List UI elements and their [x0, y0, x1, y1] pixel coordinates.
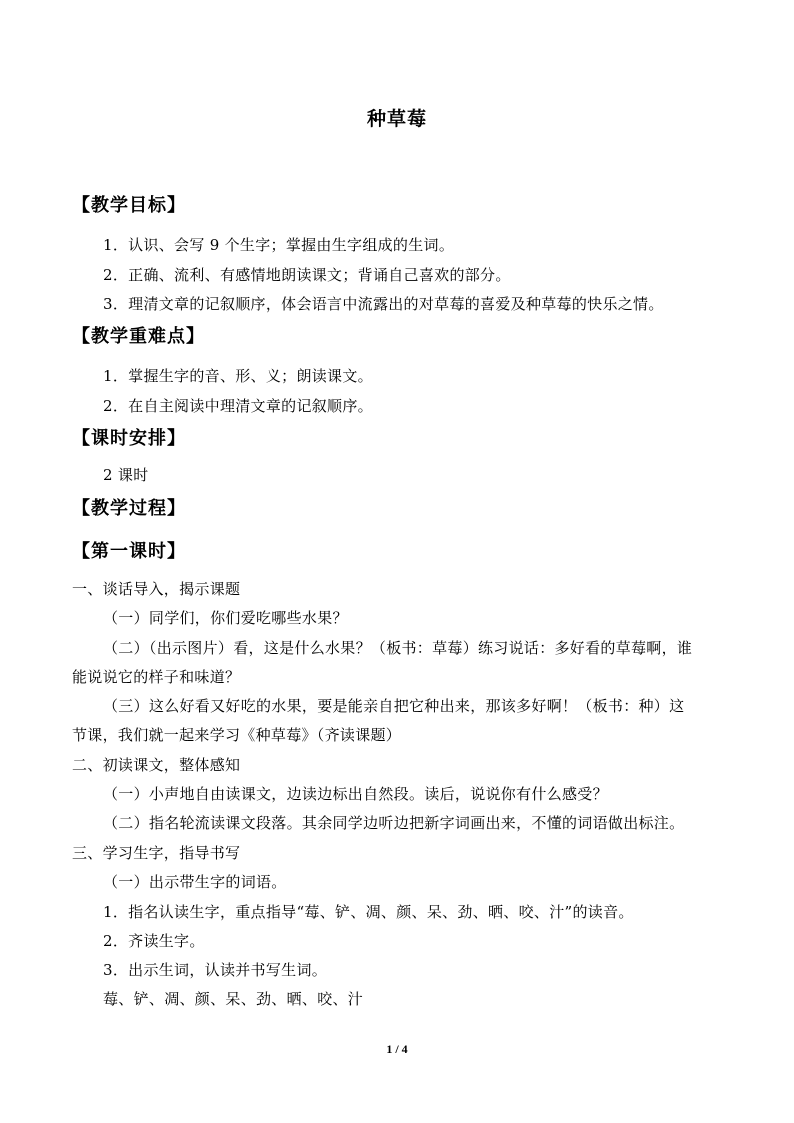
paragraph-line: （一）出示带生字的词语。 — [103, 873, 287, 891]
section-heading-characters: 三、学习生字，指导书写 — [72, 844, 241, 862]
paragraph-line: 2．齐读生字。 — [103, 932, 205, 950]
paragraph-line: 1．指名认读生字，重点指导“莓、铲、凋、颜、呆、劲、晒、咬、汁”的读音。 — [103, 903, 634, 921]
section-heading-first-reading: 二、初读课文，整体感知 — [72, 756, 241, 774]
document-title: 种草莓 — [366, 108, 427, 130]
paragraph-line: 3．出示生词，认读并书写生词。 — [103, 961, 328, 979]
goal-item-1: 1．认识、会写 9 个生字；掌握由生字组成的生词。 — [103, 236, 455, 254]
paragraph-line: 能说说它的样子和味道？ — [72, 668, 241, 686]
goal-item-2: 2．正确、流利、有感情地朗读课文；背诵自己喜欢的部分。 — [103, 266, 511, 284]
heading-teaching-goals: 【教学目标】 — [72, 195, 186, 216]
heading-teaching-process: 【教学过程】 — [72, 498, 186, 519]
key-point-item-1: 1．掌握生字的音、形、义；朗读课文。 — [103, 367, 373, 385]
paragraph-line: （一）小声地自由读课文，边读边标出自然段。读后，说说你有什么感受？ — [103, 785, 608, 803]
section-heading-intro: 一、谈话导入，揭示课题 — [72, 580, 241, 598]
schedule-text: 2 课时 — [103, 466, 149, 484]
paragraph-line: （一）同学们，你们爱吃哪些水果？ — [103, 609, 348, 627]
heading-first-lesson: 【第一课时】 — [72, 541, 186, 562]
heading-key-points: 【教学重难点】 — [72, 326, 205, 347]
paragraph-line: （二）（出示图片）看，这是什么水果？（板书：草莓）练习说话：多好看的草莓啊，谁 — [103, 639, 693, 657]
goal-item-3: 3．理清文章的记叙顺序，体会语言中流露出的对草莓的喜爱及种草莓的快乐之情。 — [103, 295, 664, 313]
character-list: 莓、铲、凋、颜、呆、劲、晒、咬、汁 — [103, 990, 364, 1008]
heading-schedule: 【课时安排】 — [72, 428, 186, 449]
key-point-item-2: 2．在自主阅读中理清文章的记叙顺序。 — [103, 397, 373, 415]
paragraph-line: （三）这么好看又好吃的水果，要是能亲自把它种出来，那该多好啊！（板书：种）这 — [103, 697, 685, 715]
paragraph-line: （二）指名轮流读课文段落。其余同学边听边把新字词画出来，不懂的词语做出标注。 — [103, 814, 685, 832]
page-number: 1 / 4 — [386, 1042, 408, 1056]
paragraph-line: 节课，我们就一起来学习《种草莓》（齐读课题） — [72, 726, 402, 744]
